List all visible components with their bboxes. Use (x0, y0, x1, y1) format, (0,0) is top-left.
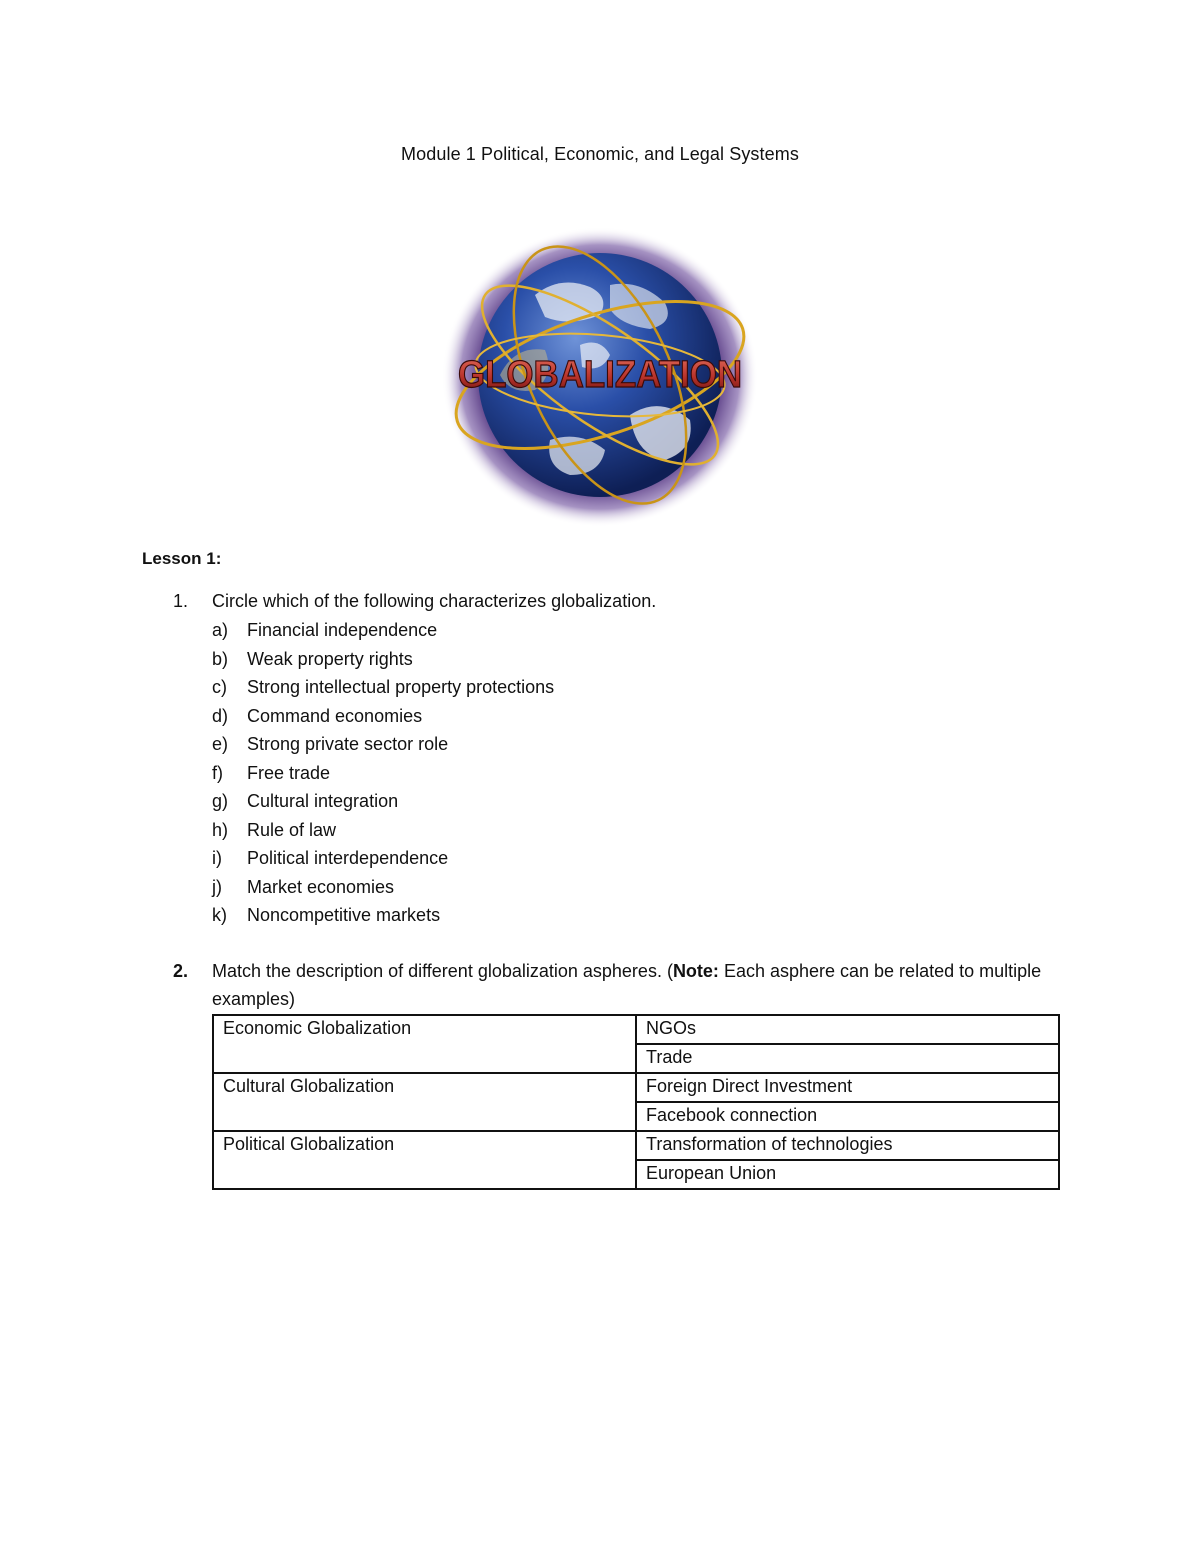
option-letter: i) (212, 848, 222, 868)
option-letter: g) (212, 791, 229, 811)
option-letter: d) (212, 705, 229, 726)
option-letter: b) (212, 648, 229, 669)
option-text: Market economies (247, 876, 395, 897)
question-number: 1. (173, 591, 189, 611)
table-row (213, 1131, 1059, 1160)
option-letter: j) (212, 876, 222, 897)
lesson-heading: Lesson 1: (142, 549, 222, 568)
option-text: Command economies (247, 705, 423, 726)
table-cell-example: NGOs (636, 1015, 1059, 1044)
option-letter: c) (212, 677, 227, 697)
question-number: 2. (173, 961, 189, 981)
option-text: Strong private sector role (247, 734, 449, 754)
table-cell-example: Facebook connection (636, 1102, 1059, 1131)
option-text: Noncompetitive markets (247, 905, 441, 925)
option-text: Strong intellectual property protections (247, 677, 555, 697)
option-letter: a) (212, 620, 229, 640)
table-row (213, 1015, 1059, 1044)
option-letter: h) (212, 819, 229, 840)
table-cell-sphere: Cultural Globalization (213, 1073, 636, 1131)
note-label: Note: (672, 961, 719, 981)
table-cell-sphere: Economic Globalization (213, 1015, 636, 1073)
option-letter: f) (212, 762, 223, 783)
matching-table (212, 1014, 1060, 1190)
option-letter: k) (212, 905, 227, 925)
option-text: Weak property rights (247, 648, 413, 669)
option-text: Political interdependence (247, 848, 449, 868)
option-letter: e) (212, 734, 229, 754)
table-cell-example: European Union (636, 1160, 1059, 1189)
globe-graphic (440, 225, 760, 530)
page-title: Module 1 Political, Economic, and Legal Systems (401, 144, 799, 164)
option-text: Cultural integration (247, 791, 399, 811)
globalization-image (440, 225, 760, 530)
table-row (213, 1073, 1059, 1102)
table-cell-example: Transformation of technologies (636, 1131, 1059, 1160)
globalization-word: GLOBALIZATION (458, 354, 742, 396)
option-text: Financial independence (247, 620, 438, 640)
option-text: Rule of law (247, 819, 337, 840)
question-text-before: Match the description of different globalization aspheres. ( (212, 961, 673, 981)
table-cell-example: Foreign Direct Investment (636, 1073, 1059, 1102)
question-text-after: Each asphere can be related to multiple examples) (212, 961, 1042, 1009)
table-cell-example: Trade (636, 1044, 1059, 1073)
option-text: Free trade (247, 762, 331, 783)
question-text: Circle which of the following characterizes globalization. (212, 591, 657, 611)
table-cell-sphere: Political Globalization (213, 1131, 636, 1189)
question-text (212, 957, 1072, 1013)
